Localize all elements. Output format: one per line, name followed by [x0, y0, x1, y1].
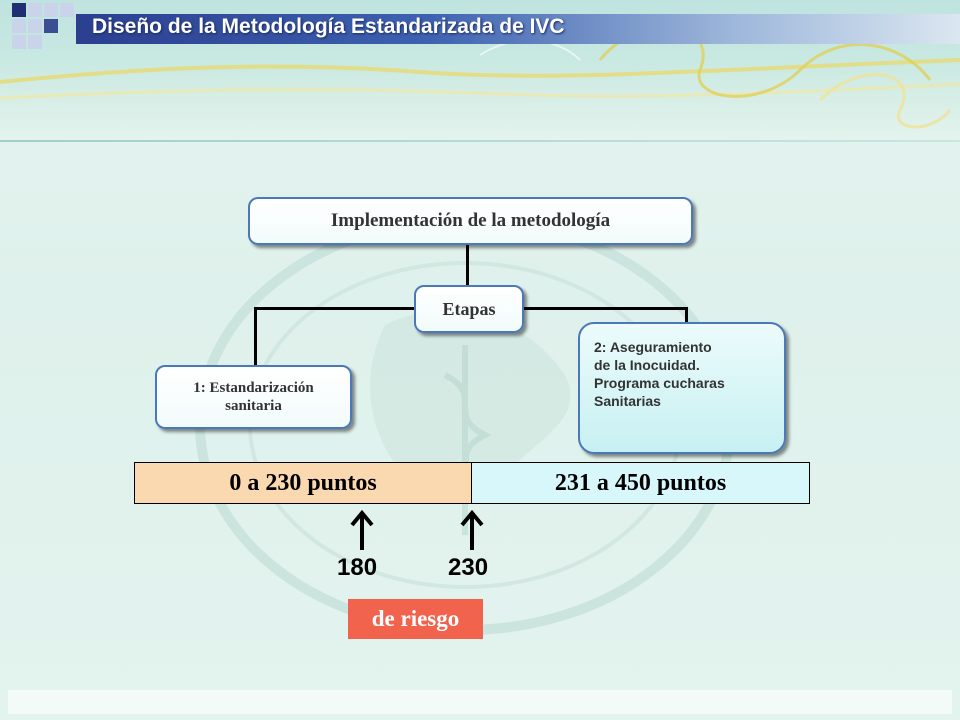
stage-1-line-1: 1: Estandarización — [193, 380, 314, 396]
marker-value-180: 180 — [337, 554, 378, 581]
implementation-node — [248, 197, 693, 245]
stage-1-node — [155, 365, 352, 429]
decorative-square — [60, 3, 74, 17]
risk-label: de riesgo — [348, 599, 483, 639]
score-range-high: 231 a 450 puntos — [471, 462, 810, 504]
stages-node-label: Etapas — [442, 298, 496, 319]
marker-value-230: 230 — [448, 554, 489, 581]
stage-2-line-4: Sanitarias — [594, 393, 661, 409]
implementation-node-label: Implementación de la metodología — [330, 210, 611, 231]
decorative-square — [44, 3, 58, 17]
arrow-up-icon — [459, 510, 485, 552]
decorative-square — [28, 3, 42, 17]
footer-strip — [8, 690, 952, 714]
decorative-square — [28, 19, 42, 33]
page-title: Diseño de la Metodología Estandarizada de IVC — [92, 15, 565, 38]
slide-header — [0, 0, 960, 140]
stage-2-line-2: de la Inocuidad. — [594, 357, 700, 373]
decorative-square — [12, 19, 26, 33]
stage-1-line-2: sanitaria — [225, 398, 282, 414]
decorative-square — [12, 35, 26, 49]
stages-node — [414, 285, 524, 333]
stage-2-line-3: Programa cucharas — [594, 375, 725, 391]
score-range-low: 0 a 230 puntos — [134, 462, 472, 504]
connector-to-stage-1 — [254, 307, 257, 367]
stage-2-node — [578, 322, 786, 454]
decorative-square — [44, 19, 58, 33]
decorative-square — [12, 3, 26, 17]
stage-2-line-1: 2: Aseguramiento — [594, 339, 712, 355]
arrow-up-icon — [349, 510, 375, 552]
decorative-square — [28, 35, 42, 49]
header-divider — [0, 140, 960, 142]
connector-root-to-etapas — [466, 245, 469, 285]
